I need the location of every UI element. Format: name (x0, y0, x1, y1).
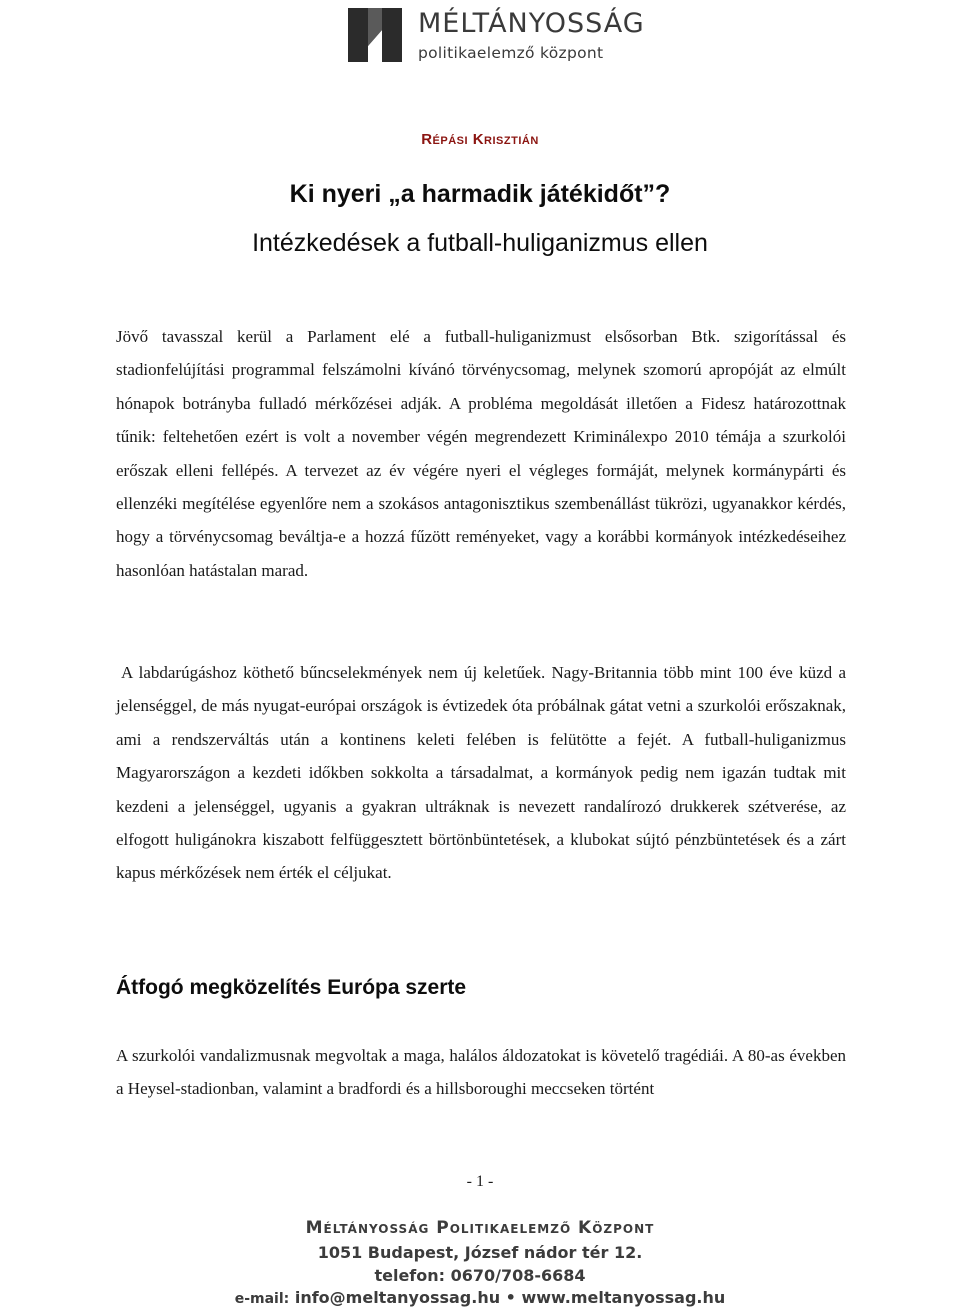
footer-org-name: Méltányosság Politikaelemző Központ (305, 1218, 655, 1238)
logo-subtitle: politikaelemző központ (418, 44, 604, 62)
footer-email-label: e-mail: (234, 1291, 290, 1307)
article-title: Ki nyeri „a harmadik játékidőt”? (289, 180, 671, 208)
paragraph-3: A szurkolói vandalizmusnak megvoltak a maga, halálos áldozatokat is követelő tragédiái. A 80-as években a Heysel-stadionban, valamint a bradfordi és a hillsboroughi meccseken történt (116, 1046, 846, 1099)
article-subtitle: Intézkedések a futball-huliganizmus ellen (252, 229, 708, 257)
page-number: - 1 - (466, 1173, 494, 1190)
footer-email-web[interactable]: info@meltanyossag.hu • www.meltanyossag.hu (294, 1288, 726, 1307)
footer-contact (0, 1288, 960, 1307)
footer-phone: telefon: 0670/708-6684 (374, 1266, 586, 1285)
author-name: Répási Krisztián (421, 131, 539, 148)
footer (0, 1216, 960, 1313)
paragraph-1: Jövő tavasszal kerül a Parlament elé a futball-huliganizmust elsősorban Btk. szigorítással és stadionfelújítási programmal felszámolni kívánó törvénycsomag, melynek szomorú apropóját az elmúlt hónapok botrányba fulladó mérkőzései adják. A probléma megoldását illetően a Fidesz határozottnak tűnik: feltehetően ezért is volt a november végén megrendezett Kriminálexpo 2010 témája a szurkolói erőszak elleni fellépés. A tervezet az év végére nyeri el végleges formáját, melynek kormánypárti és ellenzéki megítélése egyenlőre nem a szokásos antagonisztikus szembenállást tükrözi, ugyanakkor kérdés, hogy a törvénycsomag beváltja-e a hozzá fűzött reményeket, vagy a korábbi kormányok intézkedéseihez hasonlóan hatástalan marad. (116, 327, 846, 580)
logo (346, 6, 645, 66)
paragraph-2: A labdarúgáshoz köthető bűncselekmények nem új keletűek. Nagy-Britannia több mint 100 éve küzd a jelenséggel, de más nyugat-európai országok is évtizedek óta próbálnak gátat vetni a szurkolói erőszaknak, ami a rendszerváltás után a kontinens keleti felében is felütötte a fejét. A futball-huliganizmus Magyarországon a kezdeti időkben sokkolta a társadalmat, a kormányok pedig nem igazán tudtak mit kezdeni a jelenséggel, ugyanis a gyakran ultráknak is nevezett randalírozó drukkerek szétverése, az elfogott huligánokra kiszabott felfüggesztett börtönbüntetések, a klubokat sújtó pénzbüntetések és a zárt kapus mérkőzések nem érték el céljukat. (116, 663, 846, 883)
logo-name: MÉLTÁNYOSSÁG (418, 8, 645, 39)
section-heading: Átfogó megközelítés Európa szerte (116, 976, 467, 999)
footer-address: 1051 Budapest, József nádor tér 12. (317, 1243, 643, 1262)
logo-mark-icon (346, 6, 404, 64)
